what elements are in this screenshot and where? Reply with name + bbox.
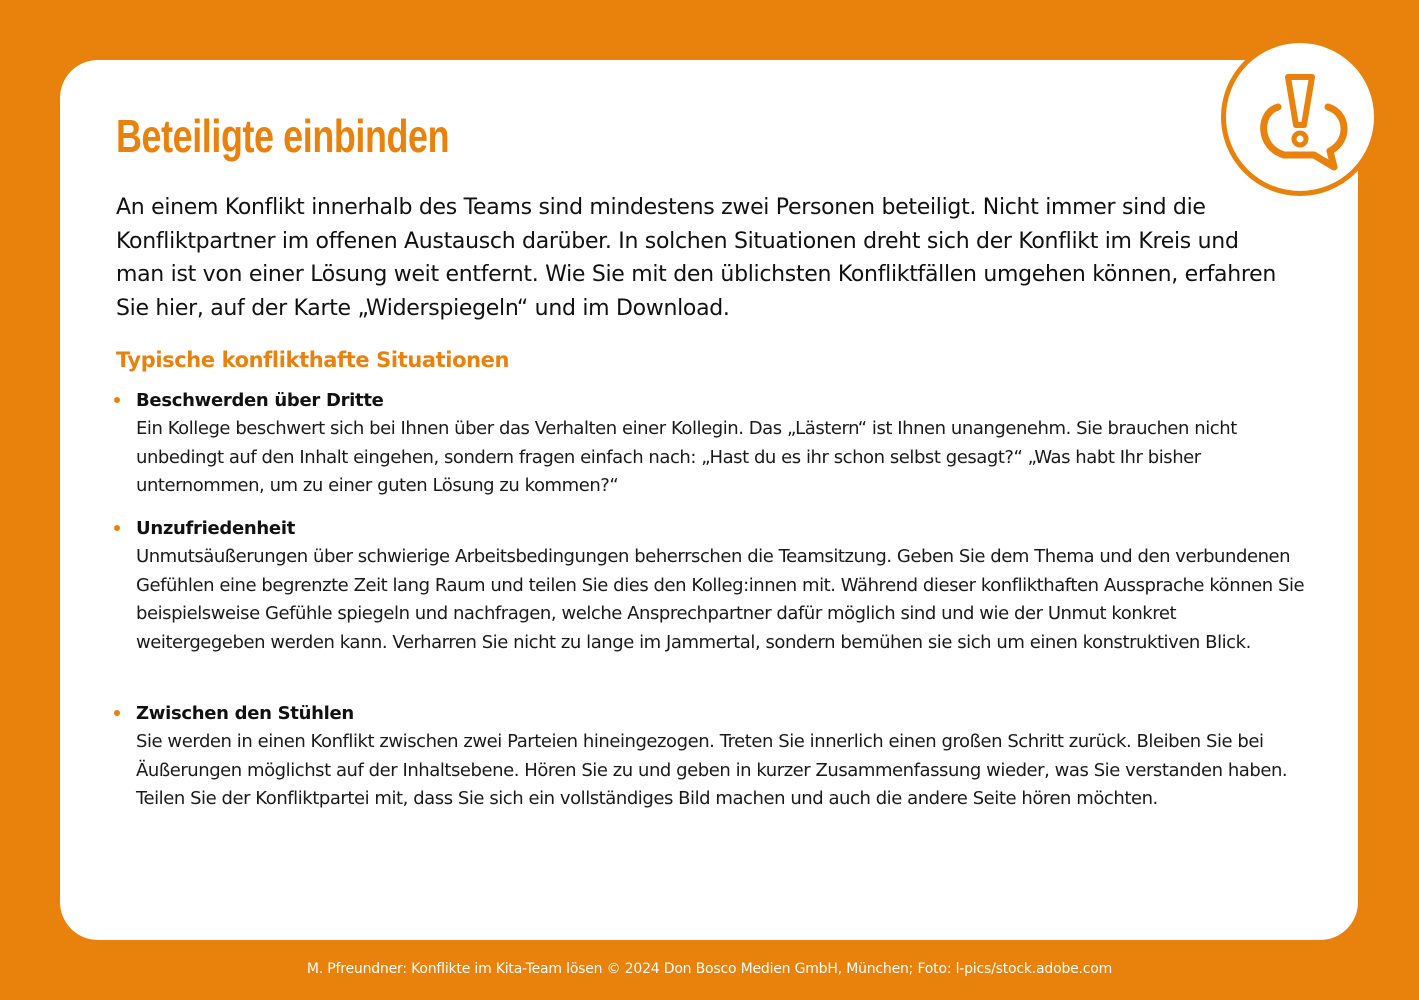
situation-heading: Beschwerden über Dritte	[136, 390, 384, 411]
situation-heading: Zwischen den Stühlen	[136, 703, 354, 724]
situation-item	[114, 514, 1306, 657]
situation-heading: Unzufriedenheit	[136, 518, 296, 539]
situation-text: Unmutsäußerungen über schwierige Arbeitsbedingungen beherrschen die Teamsitzung. Geben Sie dem Thema und den verbundenen Gefühlen eine begrenzte Zeit lang Raum und teilen Sie dies den Kolleg:innen mit. Während dieser konflikthaften Aussprache können Sie beispielsweise Gefühle spiegeln und nachfragen, welche Ansprechpartner dafür möglich sind und wie der Unmut konkret weitergegeben werden kann. Verharren Sie nicht zu lange im Jammertal, sondern bemühen sie sich um einen konstruktiven Blick.	[136, 546, 1305, 653]
situation-text: Sie werden in einen Konflikt zwischen zwei Parteien hineingezogen. Treten Sie innerlich einen großen Schritt zurück. Bleiben Sie bei Äußerungen möglichst auf der Inhaltsebene. Hören Sie zu und geben in kurzer Zusammenfassung wieder, was Sie verstanden haben. Teilen Sie der Konfliktpartei mit, dass Sie sich ein vollständiges Bild machen und auch die andere Seite hören möchten.	[136, 731, 1288, 810]
situation-item	[114, 386, 1306, 501]
icon-badge	[1221, 38, 1379, 196]
page-title: Beteiligte einbinden	[116, 110, 450, 162]
section-subtitle: Typische konflikthafte Situationen	[116, 348, 510, 372]
bullet-icon	[114, 525, 120, 531]
bullet-icon	[114, 397, 120, 403]
copyright-footer: M. Pfreundner: Konflikte im Kita-Team lösen © 2024 Don Bosco Medien GmbH, München; Foto: l-pics/stock.adobe.com	[306, 961, 1113, 977]
intro-paragraph: An einem Konflikt innerhalb des Teams sind mindestens zwei Personen beteiligt. Nicht immer sind die Konfliktpartner im offenen Austausch darüber. In solchen Situationen dreht sich der Konflikt im Kreis und man ist von einer Lösung weit entfernt. Wie Sie mit den üblichsten Konfliktfällen umgehen können, erfahren Sie hier, auf der Karte „Widerspiegeln“ und im Download.	[116, 195, 1277, 321]
situation-item	[114, 699, 1306, 814]
bullet-icon	[114, 710, 120, 716]
situation-text: Ein Kollege beschwert sich bei Ihnen über das Verhalten einer Kollegin. Das „Lästern“ ist Ihnen unangenehm. Sie brauchen nicht unbedingt auf den Inhalt eingehen, sondern fragen einfach nach: „Hast du es ihr schon selbst gesagt?“ „Was habt Ihr bisher unternommen, um zu einer guten Lösung zu kommen?“	[136, 418, 1237, 497]
speech-bubble-exclamation-icon	[1226, 43, 1374, 191]
